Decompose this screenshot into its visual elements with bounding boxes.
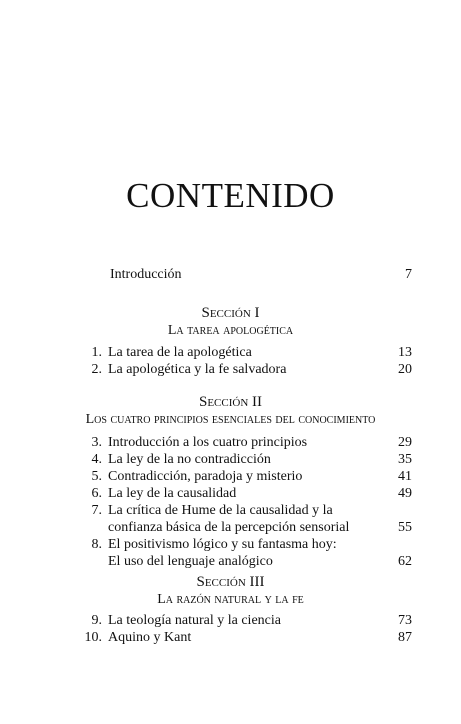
toc-entry-label: Contradicción, paradoja y misterio: [108, 469, 303, 484]
toc-entry: [82, 612, 412, 629]
section-subtitle: La razón natural y la fe: [157, 592, 304, 607]
toc-entry-label: La teología natural y la ciencia: [108, 613, 281, 628]
toc-entry: [82, 536, 412, 570]
toc-entry-number: 3.: [91, 435, 102, 450]
section-subtitle: La tarea apologética: [167, 323, 294, 338]
section-2-header: [0, 393, 461, 429]
page-title: CONTENIDO: [126, 176, 335, 215]
toc-page-number: 29: [398, 435, 412, 450]
section-heading: Sección I: [201, 305, 260, 321]
toc-page-number: 55: [398, 520, 412, 535]
toc-entry-number: 6.: [91, 486, 102, 501]
toc-entry-label: La apologética y la fe salvadora: [108, 362, 287, 377]
toc-entry-number: 8.: [91, 537, 102, 552]
toc-entry-number: 9.: [91, 613, 102, 628]
toc-entry-number: 7.: [91, 503, 102, 518]
toc-entry-label: La ley de la causalidad: [108, 486, 237, 501]
toc-entry: [82, 502, 412, 536]
toc-entry-number: 5.: [91, 469, 102, 484]
toc-entry-label: Introducción: [110, 267, 182, 282]
toc-entry: [82, 344, 412, 361]
toc-entry: [82, 629, 412, 646]
section-3-header: [0, 573, 461, 609]
toc-page-number: 41: [398, 469, 412, 484]
toc-entry-label: La crítica de Hume de la causalidad y la: [108, 503, 333, 518]
toc-entry-number: 2.: [91, 362, 102, 377]
section-subtitle: Los cuatro principios esenciales del conocimiento: [85, 412, 376, 427]
section-3-entries: [82, 612, 412, 646]
toc-entry-label: El positivismo lógico y su fantasma hoy:: [108, 537, 337, 552]
toc-page-number: 87: [398, 630, 412, 645]
toc-page-number: 35: [398, 452, 412, 467]
toc-page-number: 20: [398, 362, 412, 377]
toc-entry-label-continued: El uso del lenguaje analógico: [108, 554, 273, 569]
toc-entry: [82, 485, 412, 502]
toc-entry-label-continued: confianza básica de la percepción sensorial: [108, 520, 350, 535]
toc-page-number: 73: [398, 613, 412, 628]
toc-entry-label: La tarea de la apologética: [108, 345, 252, 360]
section-heading: Sección II: [198, 394, 263, 410]
toc-entry-label: La ley de la no contradicción: [108, 452, 271, 467]
section-1-header: [0, 304, 461, 340]
section-2-entries: [82, 434, 412, 570]
toc-entry-label: Aquino y Kant: [108, 630, 192, 645]
section-1-entries: [82, 344, 412, 378]
toc-page-number: 49: [398, 486, 412, 501]
section-heading: Sección III: [196, 574, 265, 590]
toc-entry-number: 1.: [91, 345, 102, 360]
toc-page-number: 13: [398, 345, 412, 360]
toc-entry-number: 4.: [91, 452, 102, 467]
toc-entry: [82, 468, 412, 485]
toc-entry: [82, 434, 412, 451]
toc-entry-label: Introducción a los cuatro principios: [108, 435, 308, 450]
toc-entry: [82, 361, 412, 378]
toc-entry: [82, 451, 412, 468]
toc-entry-number: 10.: [84, 630, 102, 645]
toc-page-number: 7: [405, 267, 412, 282]
toc-page-number: 62: [398, 554, 412, 569]
